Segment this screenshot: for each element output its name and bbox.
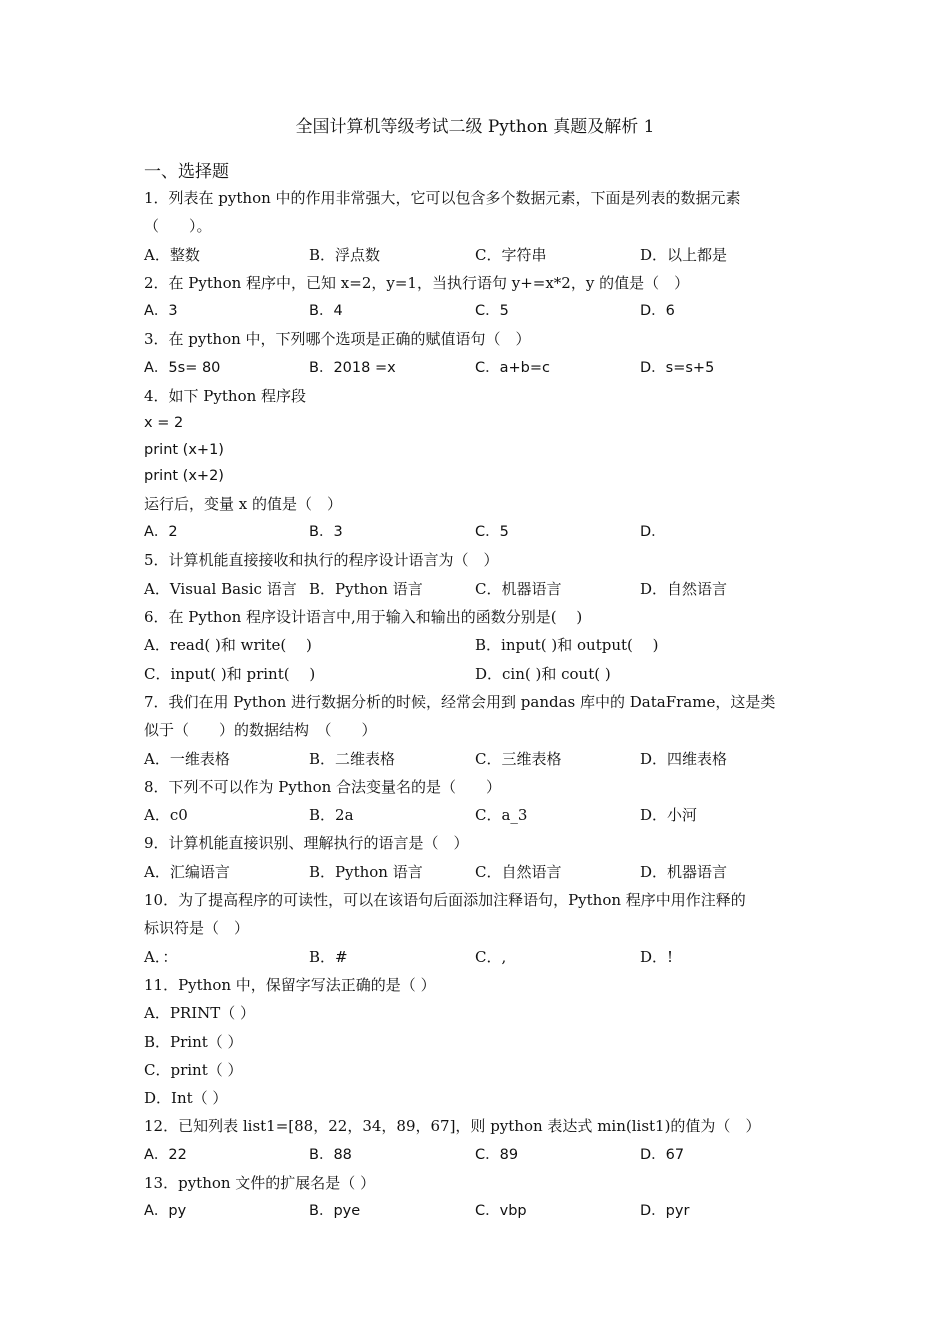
page-title: 全国计算机等级考试二级 Python 真题及解析 1	[295, 117, 655, 137]
question-13-options	[144, 1197, 804, 1225]
option-a: A．：	[144, 947, 178, 966]
question-13-stem: 13．python 文件的扩展名是（ ）	[144, 1174, 376, 1192]
question-4-options	[144, 518, 804, 546]
question-12-stem: 12．已知列表 list1=[88，22，34，89，67]，则 python 表达式 min(list1)的值为（ ）	[144, 1117, 761, 1136]
option-c: C．print（ ）	[144, 1060, 243, 1079]
option-d: D．s=s+5	[640, 359, 715, 376]
option-b: B．2a	[309, 806, 354, 825]
question-list	[144, 184, 804, 1226]
section-heading: 一、选择题	[144, 162, 229, 182]
question-3-stem: 3．在 python 中，下列哪个选项是正确的赋值语句（ ）	[144, 330, 531, 349]
question-12-options	[144, 1141, 804, 1169]
question-3-options	[144, 354, 804, 382]
question-10-stem: 10．为了提高程序的可读性，可以在该语句后面添加注释语句，Python 程序中用作注释的	[144, 891, 746, 910]
option-b: B．2018 =x	[309, 359, 396, 376]
option-a: A．Visual Basic 语言	[144, 579, 297, 598]
option-d: D．以上都是	[640, 245, 728, 264]
option-a: A．一维表格	[144, 749, 230, 768]
question-9-stem: 9．计算机能直接识别、理解执行的语言是（ ）	[144, 834, 469, 853]
question-10-options	[144, 943, 804, 971]
option-b: B．Python 语言	[309, 579, 423, 598]
question-6-options-row-1	[144, 631, 804, 659]
option-d: D．cin( )和 cout( )	[475, 664, 611, 683]
option-c: C．三维表格	[475, 749, 562, 768]
option-c: C．5	[475, 303, 509, 320]
question-7-stem: 7．我们在用 Python 进行数据分析的时候，经常会用到 pandas 库中的 DataFrame，这是类	[144, 692, 776, 711]
option-b: B．二维表格	[309, 749, 396, 768]
option-d: D．pyr	[640, 1203, 690, 1220]
option-a: A．read( )和 write( )	[144, 636, 312, 655]
option-d: D．自然语言	[640, 579, 728, 598]
option-a: A．py	[144, 1203, 187, 1220]
question-6-options-row-2	[144, 660, 804, 688]
option-a: A．5s= 80	[144, 359, 221, 376]
option-b: B．#	[309, 947, 348, 966]
option-d: D．机器语言	[640, 862, 728, 881]
option-a: A．22	[144, 1146, 187, 1163]
option-b: B．3	[309, 524, 343, 541]
question-9-options	[144, 858, 804, 886]
option-c: C．自然语言	[475, 862, 562, 881]
option-a: A．2	[144, 524, 178, 541]
option-b: B．浮点数	[309, 245, 381, 264]
code-line-3: print (x+2)	[144, 468, 224, 485]
option-d: D．6	[640, 303, 675, 320]
option-c: C．input( )和 print( )	[144, 664, 316, 683]
option-b: B．4	[309, 303, 343, 320]
code-line-1: x = 2	[144, 415, 184, 432]
option-c: C．,	[475, 947, 507, 966]
option-b: B．input( )和 output( )	[475, 636, 659, 655]
question-4-stem: 4．如下 Python 程序段	[144, 387, 307, 406]
option-d: D．小河	[640, 806, 698, 825]
option-c: C．a_3	[475, 806, 528, 825]
option-b: B．Print（ ）	[144, 1032, 243, 1051]
question-4-stem-cont: 运行后，变量 x 的值是（ ）	[144, 494, 342, 513]
code-line-2: print (x+1)	[144, 441, 224, 458]
option-c: C．vbp	[475, 1203, 527, 1220]
option-c: C．89	[475, 1146, 519, 1163]
question-5-stem: 5．计算机能直接接收和执行的程序设计语言为（ ）	[144, 551, 499, 570]
question-8-stem: 8．下列不可以作为 Python 合法变量名的是（ ）	[144, 777, 502, 796]
question-2-options	[144, 297, 804, 325]
option-a: A．c0	[144, 806, 188, 825]
option-d: D．!	[640, 947, 674, 966]
option-b: B．pye	[309, 1203, 361, 1220]
question-1-options	[144, 241, 804, 269]
option-b: B．88	[309, 1146, 352, 1163]
option-a: A．3	[144, 303, 178, 320]
question-1-stem: 1．列表在 python 中的作用非常强大，它可以包含多个数据元素，下面是列表的数据元素	[144, 189, 741, 207]
question-8-options	[144, 801, 804, 829]
option-d: D．Int（ ）	[144, 1089, 228, 1108]
option-c: C．字符串	[475, 245, 547, 264]
option-a: A．PRINT（ ）	[144, 1004, 256, 1023]
option-c: C．机器语言	[475, 579, 562, 598]
option-d: D．	[640, 524, 666, 541]
question-6-stem: 6．在 Python 程序设计语言中,用于输入和输出的函数分别是( )	[144, 608, 583, 627]
option-a: A．汇编语言	[144, 862, 230, 881]
question-5-options	[144, 575, 804, 603]
question-7-stem-cont: 似于（ ）的数据结构 （ ）	[144, 721, 377, 740]
option-c: C．a+b=c	[475, 359, 550, 376]
option-b: B．Python 语言	[309, 862, 423, 881]
option-d: D．67	[640, 1146, 685, 1163]
question-2-stem: 2．在 Python 程序中，已知 x=2，y=1，当执行语句 y+=x*2，y 的值是（ ）	[144, 273, 690, 292]
question-1-stem-cont: （ ）。	[144, 217, 212, 236]
question-7-options	[144, 745, 804, 773]
question-10-stem-cont: 标识符是（ ）	[144, 919, 250, 938]
question-11-stem: 11．Python 中，保留字写法正确的是（ ）	[144, 975, 436, 994]
option-d: D．四维表格	[640, 749, 728, 768]
option-a: A．整数	[144, 245, 200, 264]
option-c: C．5	[475, 524, 509, 541]
